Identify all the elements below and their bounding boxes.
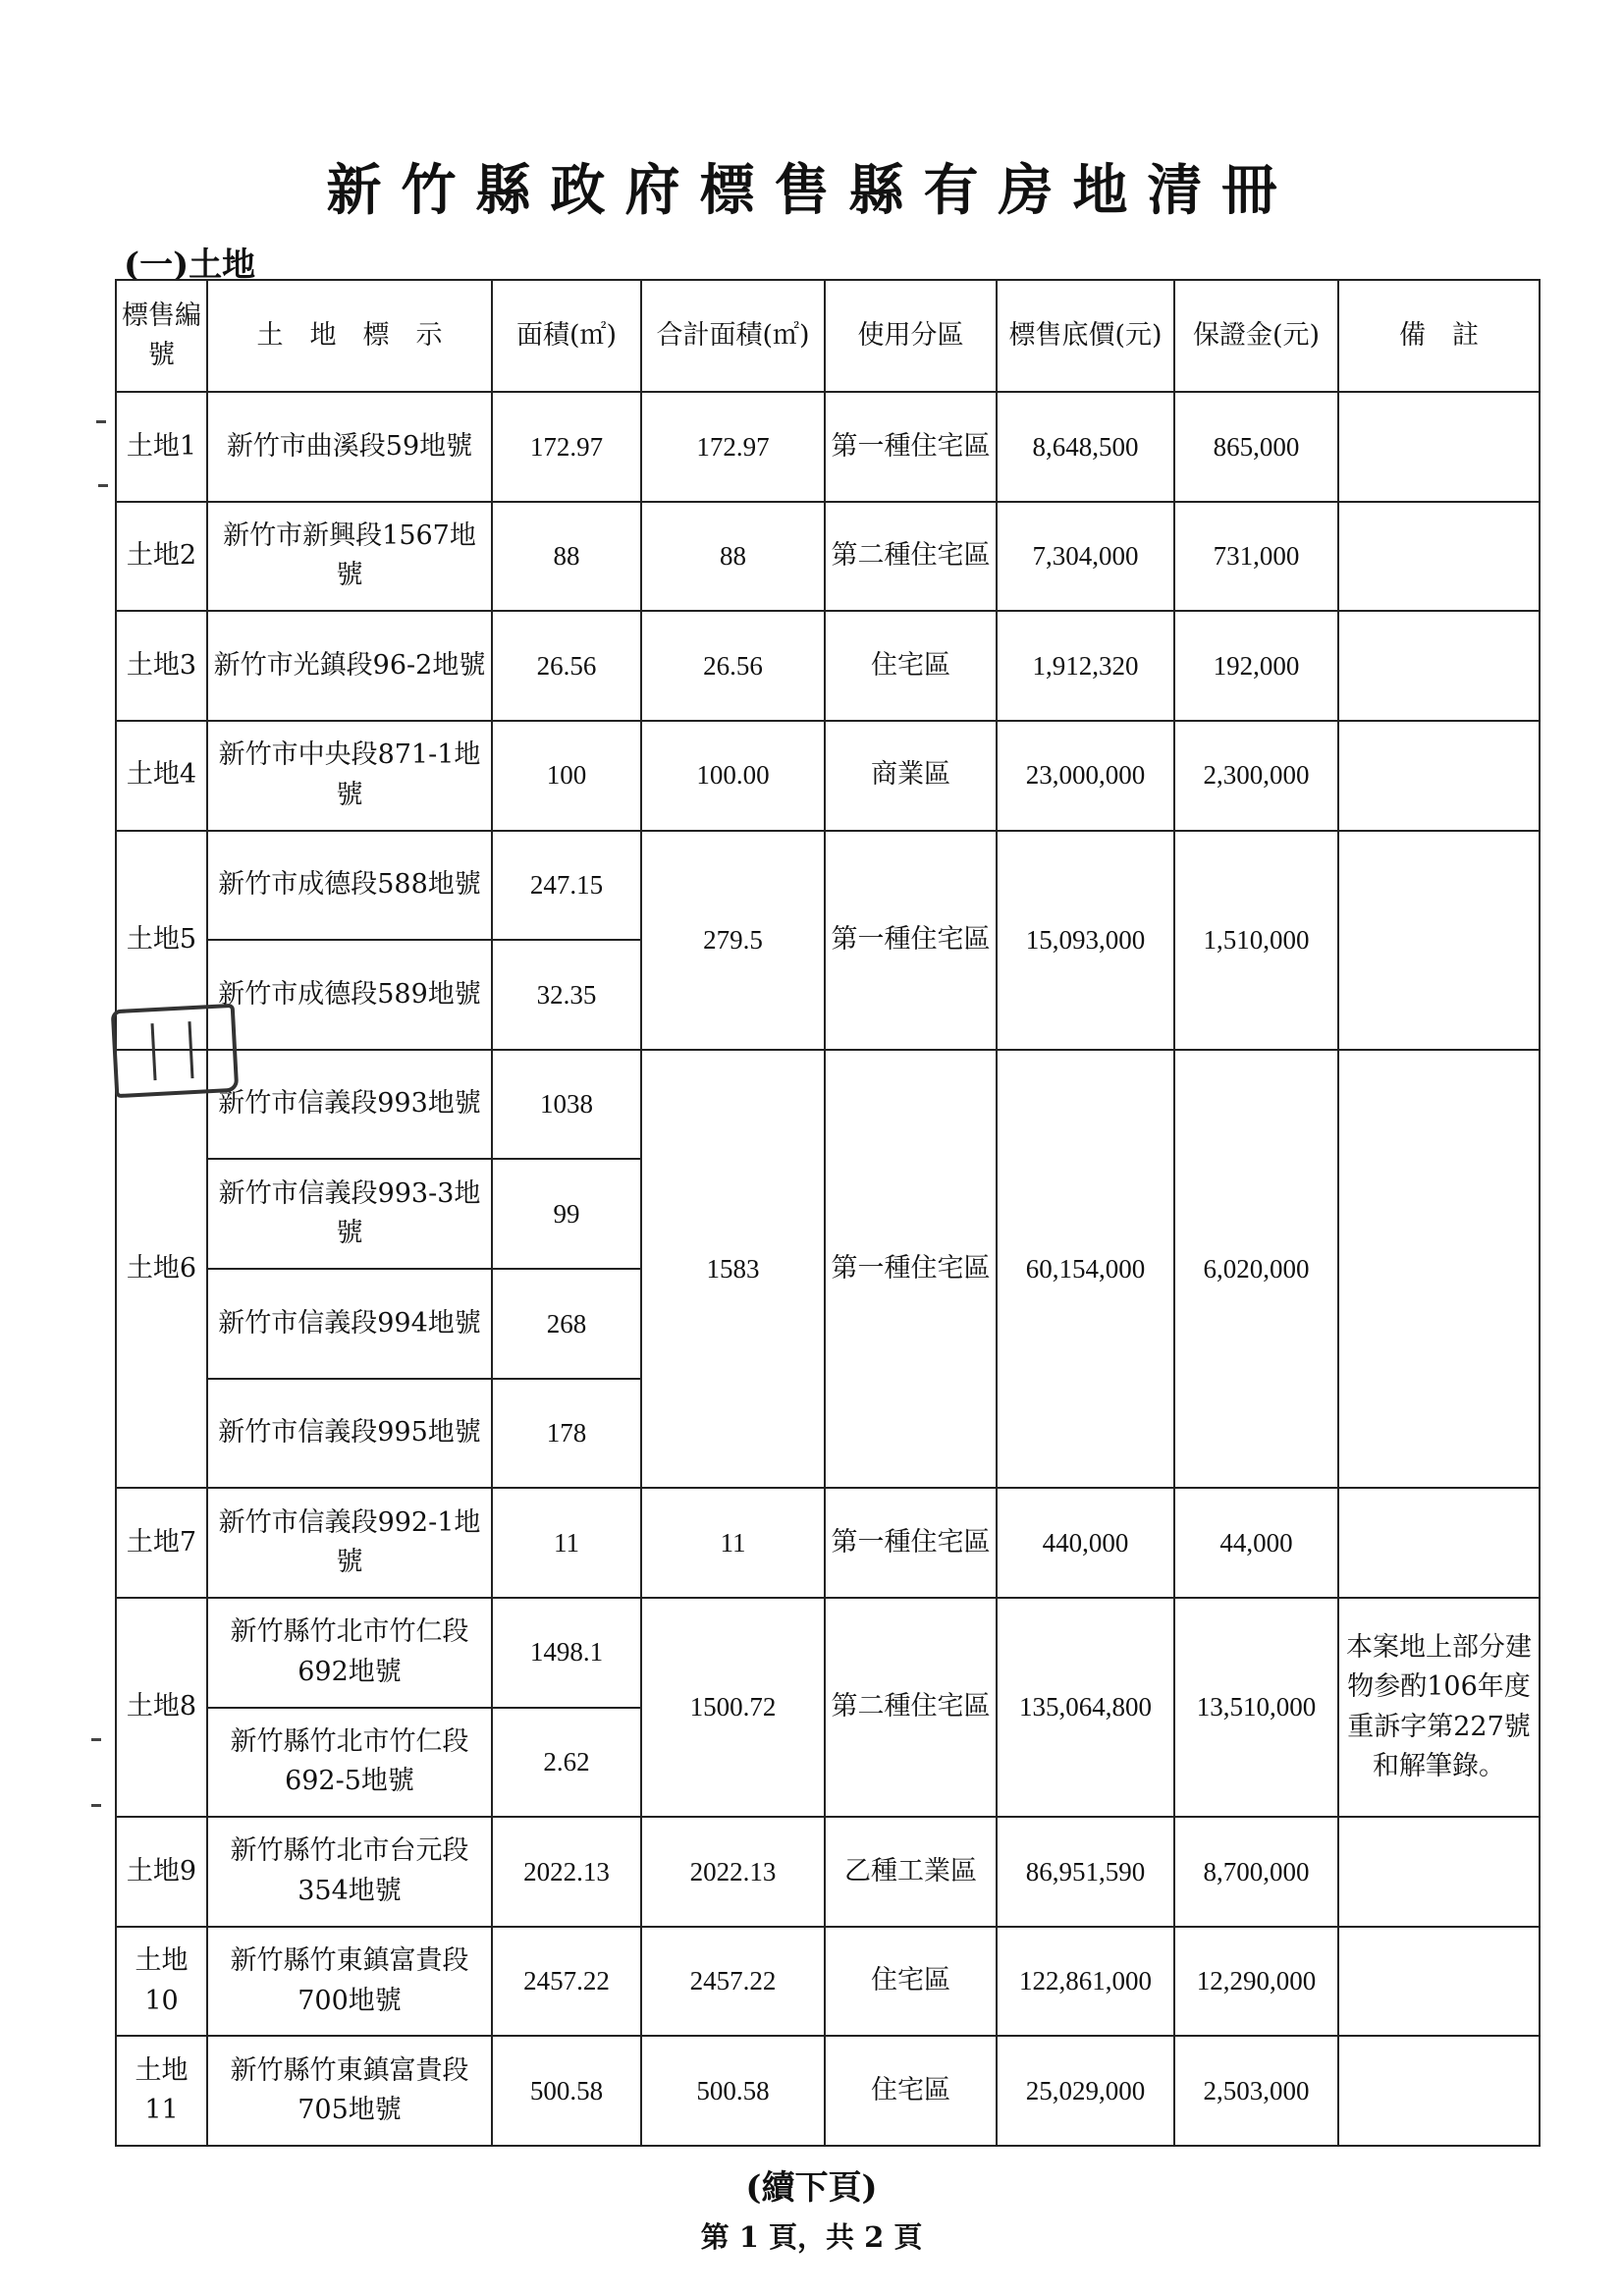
parcel-desc: 新竹市中央段871-1地號 — [207, 721, 492, 831]
parcel-area: 100 — [492, 721, 641, 831]
deposit: 2,300,000 — [1174, 721, 1338, 831]
lot-id: 土地4 — [116, 721, 207, 831]
total-area: 2457.22 — [641, 1927, 825, 2037]
parcel-desc: 新竹縣竹北市台元段354地號 — [207, 1817, 492, 1927]
remark — [1338, 2036, 1540, 2146]
zoning: 乙種工業區 — [825, 1817, 997, 1927]
parcel-area: 2.62 — [492, 1708, 641, 1818]
parcel-area: 32.35 — [492, 940, 641, 1050]
parcel-desc: 新竹市成德段588地號 — [207, 831, 492, 941]
table-row — [116, 1598, 1540, 1708]
deposit: 2,503,000 — [1174, 2036, 1338, 2146]
base-price: 440,000 — [997, 1488, 1174, 1598]
parcel-area: 99 — [492, 1159, 641, 1269]
base-price: 23,000,000 — [997, 721, 1174, 831]
continued-note: (續下頁) — [745, 2168, 878, 2208]
table-header-row — [116, 280, 1540, 392]
parcel-desc: 新竹縣竹北市竹仁段692-5地號 — [207, 1708, 492, 1818]
scan-mark — [91, 1804, 101, 1807]
lot-id: 土地1 — [116, 392, 207, 502]
parcel-desc: 新竹縣竹東鎮富貴段700地號 — [207, 1927, 492, 2037]
scan-mark — [98, 484, 108, 487]
total-area: 279.5 — [641, 831, 825, 1050]
parcel-area: 247.15 — [492, 831, 641, 941]
header-area: 面積(㎡) — [492, 280, 641, 392]
header-base-price: 標售底價(元) — [997, 280, 1174, 392]
parcel-desc: 新竹市信義段994地號 — [207, 1269, 492, 1379]
remark — [1338, 721, 1540, 831]
seal-stamp — [111, 1004, 240, 1098]
page-footer: 第 1 頁，共 2 頁 — [700, 2220, 923, 2254]
deposit: 731,000 — [1174, 502, 1338, 612]
zoning: 第二種住宅區 — [825, 1598, 997, 1817]
zoning: 第一種住宅區 — [825, 1488, 997, 1598]
remark — [1338, 831, 1540, 1050]
parcel-area: 11 — [492, 1488, 641, 1598]
parcel-desc: 新竹市新興段1567地號 — [207, 502, 492, 612]
lot-id: 土地7 — [116, 1488, 207, 1598]
deposit: 44,000 — [1174, 1488, 1338, 1598]
zoning: 住宅區 — [825, 1927, 997, 2037]
remark — [1338, 1927, 1540, 2037]
zoning: 第一種住宅區 — [825, 392, 997, 502]
header-deposit: 保證金(元) — [1174, 280, 1338, 392]
zoning: 住宅區 — [825, 611, 997, 721]
table-row — [116, 1927, 1540, 2037]
remark — [1338, 611, 1540, 721]
base-price: 8,648,500 — [997, 392, 1174, 502]
parcel-desc: 新竹市光鎮段96-2地號 — [207, 611, 492, 721]
remark — [1338, 1488, 1540, 1598]
base-price: 122,861,000 — [997, 1927, 1174, 2037]
table-row — [116, 611, 1540, 721]
parcel-desc: 新竹市信義段992-1地號 — [207, 1488, 492, 1598]
lot-id: 土地2 — [116, 502, 207, 612]
table-row — [116, 392, 1540, 502]
deposit: 12,290,000 — [1174, 1927, 1338, 2037]
total-area: 172.97 — [641, 392, 825, 502]
deposit: 865,000 — [1174, 392, 1338, 502]
total-area: 1583 — [641, 1050, 825, 1489]
zoning: 住宅區 — [825, 2036, 997, 2146]
parcel-area: 500.58 — [492, 2036, 641, 2146]
parcel-area: 1038 — [492, 1050, 641, 1160]
parcel-area: 2022.13 — [492, 1817, 641, 1927]
header-zoning: 使用分區 — [825, 280, 997, 392]
table-row — [116, 831, 1540, 941]
base-price: 1,912,320 — [997, 611, 1174, 721]
parcel-area: 1498.1 — [492, 1598, 641, 1708]
base-price: 7,304,000 — [997, 502, 1174, 612]
total-area: 88 — [641, 502, 825, 612]
lot-id: 土地8 — [116, 1598, 207, 1817]
remark — [1338, 1817, 1540, 1927]
lot-id: 土地5 — [116, 831, 207, 1050]
base-price: 86,951,590 — [997, 1817, 1174, 1927]
parcel-area: 26.56 — [492, 611, 641, 721]
parcel-desc: 新竹縣竹東鎮富貴段705地號 — [207, 2036, 492, 2146]
total-area: 2022.13 — [641, 1817, 825, 1927]
total-area: 11 — [641, 1488, 825, 1598]
deposit: 1,510,000 — [1174, 831, 1338, 1050]
document-title: 新竹縣政府標售縣有房地清冊 — [326, 158, 1297, 223]
parcel-area: 178 — [492, 1379, 641, 1489]
zoning: 第一種住宅區 — [825, 831, 997, 1050]
table-row — [116, 502, 1540, 612]
parcel-area: 88 — [492, 502, 641, 612]
parcel-desc: 新竹市信義段993地號 — [207, 1050, 492, 1160]
total-area: 1500.72 — [641, 1598, 825, 1817]
base-price: 60,154,000 — [997, 1050, 1174, 1489]
lot-id: 土地3 — [116, 611, 207, 721]
parcel-desc: 新竹市曲溪段59地號 — [207, 392, 492, 502]
lot-id: 土地11 — [116, 2036, 207, 2146]
header-land-desc: 土 地 標 示 — [207, 280, 492, 392]
total-area: 500.58 — [641, 2036, 825, 2146]
lot-id: 土地10 — [116, 1927, 207, 2037]
scan-mark — [96, 420, 106, 423]
parcel-desc: 新竹市成德段589地號 — [207, 940, 492, 1050]
remark: 本案地上部分建物参酌106年度重訴字第227號和解筆錄。 — [1338, 1598, 1540, 1817]
table-row — [116, 1817, 1540, 1927]
deposit: 13,510,000 — [1174, 1598, 1338, 1817]
remark — [1338, 502, 1540, 612]
scan-mark — [91, 1738, 101, 1741]
zoning: 第一種住宅區 — [825, 1050, 997, 1489]
deposit: 6,020,000 — [1174, 1050, 1338, 1489]
section-heading: (一)土地 — [124, 246, 256, 285]
parcel-area: 268 — [492, 1269, 641, 1379]
table-row — [116, 2036, 1540, 2146]
remark — [1338, 1050, 1540, 1489]
parcel-area: 2457.22 — [492, 1927, 641, 2037]
land-table — [115, 279, 1541, 2147]
table-row — [116, 1050, 1540, 1160]
header-total-area: 合計面積(㎡) — [641, 280, 825, 392]
parcel-desc: 新竹市信義段995地號 — [207, 1379, 492, 1489]
total-area: 26.56 — [641, 611, 825, 721]
base-price: 15,093,000 — [997, 831, 1174, 1050]
remark — [1338, 392, 1540, 502]
table-row — [116, 1488, 1540, 1598]
lot-id: 土地6 — [116, 1050, 207, 1489]
header-remarks: 備 註 — [1338, 280, 1540, 392]
parcel-area: 172.97 — [492, 392, 641, 502]
parcel-desc: 新竹縣竹北市竹仁段692地號 — [207, 1598, 492, 1708]
header-bid-no: 標售編號 — [116, 280, 207, 392]
base-price: 25,029,000 — [997, 2036, 1174, 2146]
table-row — [116, 721, 1540, 831]
lot-id: 土地9 — [116, 1817, 207, 1927]
parcel-desc: 新竹市信義段993-3地號 — [207, 1159, 492, 1269]
zoning: 商業區 — [825, 721, 997, 831]
base-price: 135,064,800 — [997, 1598, 1174, 1817]
zoning: 第二種住宅區 — [825, 502, 997, 612]
deposit: 192,000 — [1174, 611, 1338, 721]
table-body — [116, 392, 1540, 2146]
total-area: 100.00 — [641, 721, 825, 831]
deposit: 8,700,000 — [1174, 1817, 1338, 1927]
